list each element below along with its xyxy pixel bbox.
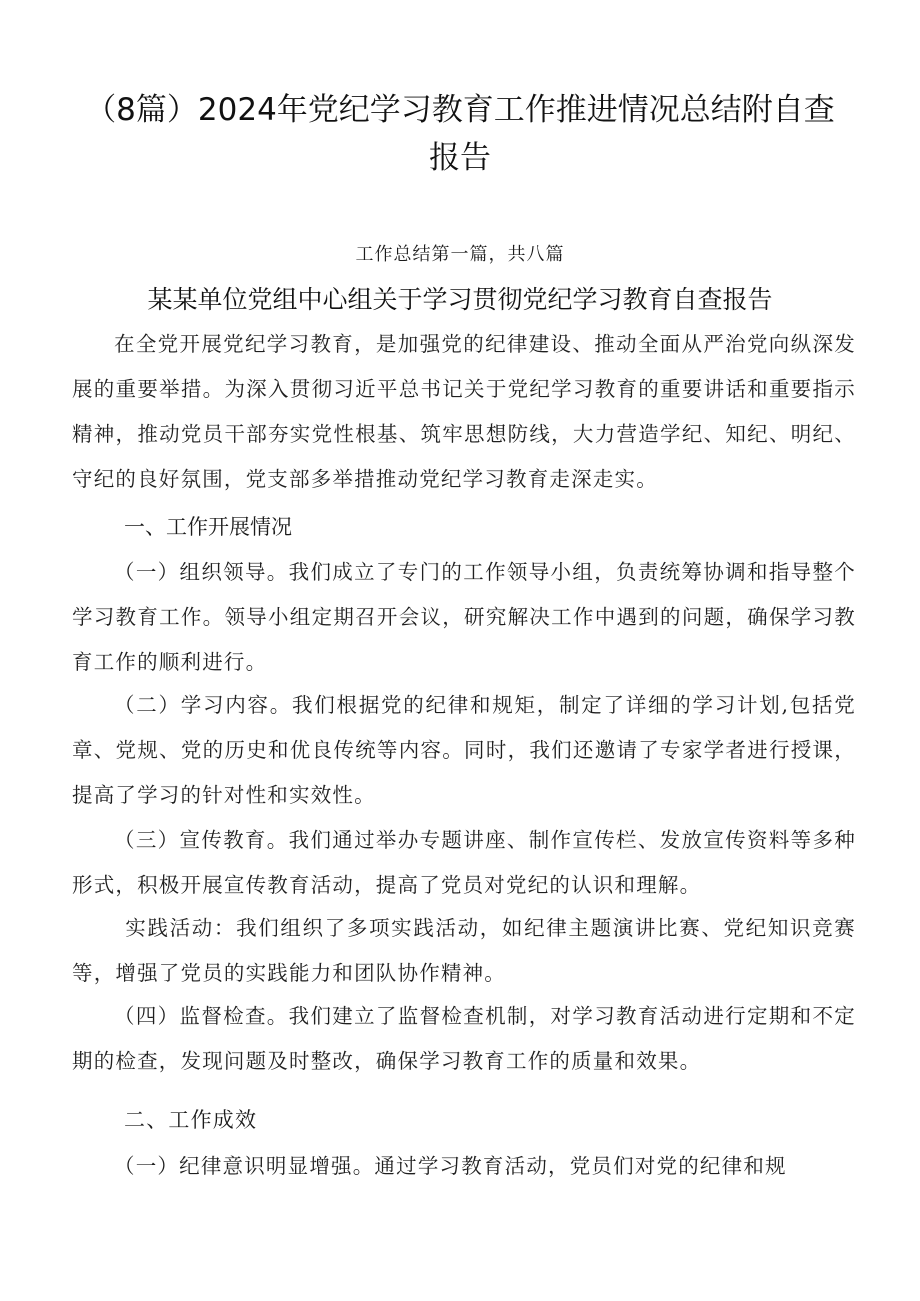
intro-paragraph: 在全党开展党纪学习教育，是加强党的纪律建设、推动全面从严治党向纵深发展的重要举措。为深入贯彻习近平总书记关于党纪学习教育的重要讲话和重要指示精神，推动党员干部夯实党性根基、筑牢思想防线，大力营造学纪、知纪、明纪、守纪的良好氛围，党支部多举措推动党纪学习教育走深走实。 <box>72 332 856 491</box>
report-heading: 某某单位党组中心组关于学习贯彻党纪学习教育自查报告 <box>147 285 773 314</box>
heading-work-progress: 一、工作开展情况 <box>124 515 292 539</box>
subtitle-label: 工作总结第一篇，共八篇 <box>355 244 565 265</box>
document-title: （8篇）2024年党纪学习教育工作推进情况总结附自查报告 <box>85 92 835 176</box>
paragraph-practice: 实践活动：我们组织了多项实践活动，如纪律主题演讲比赛、党纪知识竞赛等，增强了党员的实践能力和团队协作精神。 <box>72 916 856 985</box>
paragraph-supervision: （四）监督检查。我们建立了监督检查机制，对学习教育活动进行定期和不定期的检查，发现问题及时整改，确保学习教育工作的质量和效果。 <box>72 1004 856 1073</box>
paragraph-discipline-awareness: （一）纪律意识明显增强。通过学习教育活动，党员们对党的纪律和规 <box>114 1154 787 1178</box>
heading-work-results: 二、工作成效 <box>124 1108 258 1132</box>
paragraph-publicity: （三）宣传教育。我们通过举办专题讲座、制作宣传栏、发放宣传资料等多种形式，积极开展宣传教育活动，提高了党员对党纪的认识和理解。 <box>72 828 856 897</box>
paragraph-organization: （一）组织领导。我们成立了专门的工作领导小组，负责统筹协调和指导整个学习教育工作。领导小组定期召开会议，研究解决工作中遇到的问题，确保学习教育工作的顺利进行。 <box>72 560 856 674</box>
paragraph-study-content: （二）学习内容。我们根据党的纪律和规矩，制定了详细的学习计划,包括党章、党规、党的历史和优良传统等内容。同时，我们还邀请了专家学者进行授课，提高了学习的针对性和实效性。 <box>72 693 856 807</box>
